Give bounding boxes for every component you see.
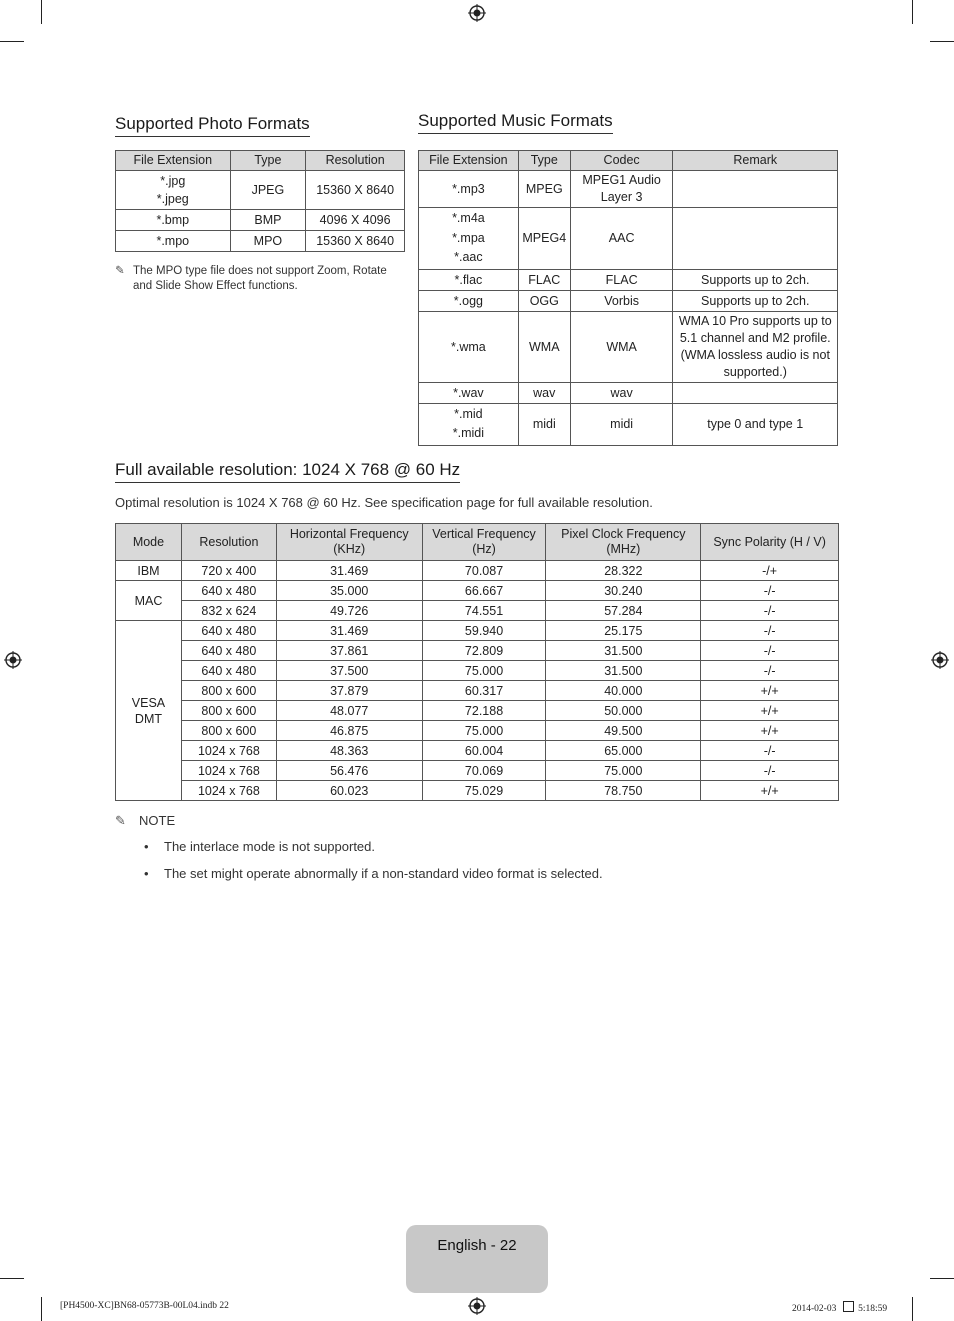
file-type: JPEG — [230, 171, 306, 210]
column-header: File Extension — [116, 151, 231, 171]
print-file-info: [PH4500-XC]BN68-05773B-00L04.indb 22 — [60, 1301, 229, 1311]
pclk-cell: 57.284 — [546, 601, 701, 621]
vfreq-cell: 74.551 — [422, 601, 546, 621]
hfreq-cell: 31.469 — [276, 621, 422, 641]
column-header: File Extension — [419, 151, 519, 171]
remark: Supports up to 2ch. — [673, 269, 838, 290]
resolution-title: Full available resolution: 1024 X 768 @ 60 Hz — [115, 460, 460, 483]
photo-formats-table — [115, 150, 405, 252]
sync-cell: -/- — [701, 661, 839, 681]
column-header: Vertical Frequency (Hz) — [422, 524, 546, 561]
list-item — [144, 839, 375, 854]
max-resolution: 4096 X 4096 — [306, 210, 405, 231]
pclk-cell: 50.000 — [546, 701, 701, 721]
pclk-cell: 30.240 — [546, 581, 701, 601]
resolution-cell: 800 x 600 — [181, 681, 276, 701]
resolution-cell: 640 x 480 — [181, 581, 276, 601]
table-row — [116, 761, 839, 781]
mode-cell: IBM — [116, 561, 182, 581]
file-type: WMA — [518, 311, 570, 382]
vfreq-cell: 70.087 — [422, 561, 546, 581]
max-resolution: 15360 X 8640 — [306, 231, 405, 252]
vfreq-cell: 75.029 — [422, 781, 546, 801]
remark: Supports up to 2ch. — [673, 290, 838, 311]
crop-mark — [912, 1297, 913, 1321]
sync-cell: +/+ — [701, 721, 839, 741]
pclk-cell: 49.500 — [546, 721, 701, 741]
resolution-cell: 800 x 600 — [181, 701, 276, 721]
pclk-cell: 78.750 — [546, 781, 701, 801]
column-header: Type — [518, 151, 570, 171]
mode-cell: VESA DMT — [116, 621, 182, 801]
sync-cell: +/+ — [701, 681, 839, 701]
table-row — [419, 382, 838, 403]
resolution-table — [115, 523, 839, 801]
file-extension: *.jpg — [160, 174, 186, 188]
resolution-intro: Optimal resolution is 1024 X 768 @ 60 Hz. See specification page for full available resolution. — [115, 495, 653, 510]
vfreq-cell: 60.004 — [422, 741, 546, 761]
hfreq-cell: 60.023 — [276, 781, 422, 801]
table-header-row — [419, 151, 838, 171]
file-extension: *.midi — [452, 426, 485, 440]
sync-cell: -/- — [701, 761, 839, 781]
crop-mark — [41, 1297, 42, 1321]
vfreq-cell: 75.000 — [422, 721, 546, 741]
table-row — [116, 171, 405, 210]
table-row — [116, 741, 839, 761]
photo-note-text: The MPO type file does not support Zoom, Rotate and Slide Show Effect functions. — [133, 265, 387, 292]
table-row — [419, 403, 838, 445]
page-number: English - 22 — [437, 1237, 517, 1254]
column-header: Codec — [570, 151, 673, 171]
photo-note — [115, 264, 415, 294]
max-resolution: 15360 X 8640 — [306, 171, 405, 210]
registration-mark-icon — [4, 651, 22, 669]
resolution-cell: 640 x 480 — [181, 661, 276, 681]
pclk-cell: 65.000 — [546, 741, 701, 761]
vfreq-cell: 72.809 — [422, 641, 546, 661]
print-date-info — [792, 1301, 887, 1314]
file-extension: *.mp3 — [419, 171, 519, 208]
page-number-tab — [406, 1225, 548, 1293]
table-row — [116, 561, 839, 581]
file-extension: *.mpo — [116, 231, 231, 252]
print-time: 5:18:59 — [858, 1304, 888, 1314]
codec: FLAC — [570, 269, 673, 290]
crop-mark — [0, 41, 24, 42]
column-header: Resolution — [181, 524, 276, 561]
registration-mark-icon — [468, 1297, 486, 1315]
codec: MPEG1 Audio — [582, 173, 661, 187]
codec: Vorbis — [570, 290, 673, 311]
vfreq-cell: 75.000 — [422, 661, 546, 681]
resolution-cell: 1024 x 768 — [181, 741, 276, 761]
vfreq-cell: 59.940 — [422, 621, 546, 641]
sync-cell: -/- — [701, 621, 839, 641]
pclk-cell: 28.322 — [546, 561, 701, 581]
table-header-row — [116, 524, 839, 561]
column-header: Mode — [116, 524, 182, 561]
registration-mark-icon — [468, 4, 486, 22]
crop-mark — [0, 1278, 24, 1279]
file-type: midi — [518, 403, 570, 445]
file-extension: *.mid — [454, 406, 483, 421]
file-type: FLAC — [518, 269, 570, 290]
remark: WMA 10 Pro supports up to — [678, 313, 832, 328]
remark: 5.1 channel and M2 profile. — [679, 330, 831, 345]
table-row — [116, 601, 839, 621]
resolution-cell: 1024 x 768 — [181, 761, 276, 781]
remark: supported.) — [723, 364, 787, 379]
file-type: OGG — [518, 290, 570, 311]
hfreq-cell: 49.726 — [276, 601, 422, 621]
column-header: Type — [230, 151, 306, 171]
resolution-cell: 1024 x 768 — [181, 781, 276, 801]
vfreq-cell: 72.188 — [422, 701, 546, 721]
table-row — [116, 581, 839, 601]
resolution-cell: 832 x 624 — [181, 601, 276, 621]
remark — [673, 171, 838, 208]
table-row — [116, 721, 839, 741]
codec: midi — [570, 403, 673, 445]
file-type: BMP — [230, 210, 306, 231]
file-extension: *.ogg — [419, 290, 519, 311]
codec: AAC — [570, 208, 673, 270]
table-row — [116, 641, 839, 661]
registration-mark-icon — [931, 651, 949, 669]
clock-icon — [843, 1301, 854, 1312]
table-row — [419, 208, 838, 270]
pencil-note-icon: ✎ — [115, 265, 125, 277]
vfreq-cell: 60.317 — [422, 681, 546, 701]
hfreq-cell: 46.875 — [276, 721, 422, 741]
pclk-cell: 31.500 — [546, 661, 701, 681]
pclk-cell: 25.175 — [546, 621, 701, 641]
hfreq-cell: 48.363 — [276, 741, 422, 761]
photo-formats-title: Supported Photo Formats — [115, 114, 310, 137]
list-item — [144, 866, 603, 881]
codec: Layer 3 — [600, 190, 643, 204]
pclk-cell: 40.000 — [546, 681, 701, 701]
table-row — [419, 290, 838, 311]
file-type: MPEG4 — [518, 208, 570, 270]
resolution-cell: 640 x 480 — [181, 641, 276, 661]
music-formats-title: Supported Music Formats — [418, 111, 613, 134]
note-heading — [115, 813, 175, 829]
crop-mark — [912, 0, 913, 24]
file-extension: *.jpeg — [156, 192, 189, 206]
table-header-row — [116, 151, 405, 171]
hfreq-cell: 56.476 — [276, 761, 422, 781]
table-row — [419, 171, 838, 208]
sync-cell: -/- — [701, 641, 839, 661]
sync-cell: -/- — [701, 601, 839, 621]
remark: type 0 and type 1 — [673, 403, 838, 445]
file-type: MPO — [230, 231, 306, 252]
hfreq-cell: 37.500 — [276, 661, 422, 681]
hfreq-cell: 35.000 — [276, 581, 422, 601]
resolution-cell: 720 x 400 — [181, 561, 276, 581]
table-row — [116, 701, 839, 721]
table-row — [116, 681, 839, 701]
column-header: Sync Polarity (H / V) — [701, 524, 839, 561]
file-extension: *.m4a — [452, 211, 485, 225]
bullet-icon: • — [144, 839, 149, 854]
crop-mark — [930, 41, 954, 42]
file-extension: *.aac — [454, 250, 483, 264]
remark: (WMA lossless audio is not — [680, 347, 830, 362]
note-label: NOTE — [139, 813, 176, 828]
column-header: Horizontal Frequency (KHz) — [276, 524, 422, 561]
resolution-cell: 800 x 600 — [181, 721, 276, 741]
table-row — [419, 269, 838, 290]
crop-mark — [41, 0, 42, 24]
codec: WMA — [570, 311, 673, 382]
column-header: Pixel Clock Frequency (MHz) — [546, 524, 701, 561]
resolution-cell: 640 x 480 — [181, 621, 276, 641]
music-formats-table — [418, 150, 838, 446]
remark — [673, 382, 838, 403]
hfreq-cell: 37.861 — [276, 641, 422, 661]
file-extension: *.bmp — [116, 210, 231, 231]
column-header: Remark — [673, 151, 838, 171]
print-date: 2014-02-03 — [792, 1304, 837, 1314]
remark — [673, 208, 838, 270]
vfreq-cell: 70.069 — [422, 761, 546, 781]
sync-cell: -/+ — [701, 561, 839, 581]
sync-cell: +/+ — [701, 781, 839, 801]
sync-cell: -/- — [701, 581, 839, 601]
table-row — [116, 781, 839, 801]
sync-cell: -/- — [701, 741, 839, 761]
table-row — [116, 210, 405, 231]
table-row — [116, 661, 839, 681]
file-extension: *.wma — [419, 311, 519, 382]
hfreq-cell: 37.879 — [276, 681, 422, 701]
column-header: Resolution — [306, 151, 405, 171]
file-extension: *.mpa — [452, 230, 485, 245]
crop-mark — [930, 1278, 954, 1279]
pencil-note-icon: ✎ — [115, 813, 126, 828]
vfreq-cell: 66.667 — [422, 581, 546, 601]
file-extension: *.flac — [419, 269, 519, 290]
hfreq-cell: 48.077 — [276, 701, 422, 721]
table-row — [419, 311, 838, 382]
note-bullet-text: The interlace mode is not supported. — [164, 839, 376, 854]
table-row — [116, 621, 839, 641]
note-bullet-text: The set might operate abnormally if a non-standard video format is selected. — [164, 866, 603, 881]
mode-cell: MAC — [116, 581, 182, 621]
sync-cell: +/+ — [701, 701, 839, 721]
hfreq-cell: 31.469 — [276, 561, 422, 581]
pclk-cell: 31.500 — [546, 641, 701, 661]
codec: wav — [570, 382, 673, 403]
file-type: wav — [518, 382, 570, 403]
file-type: MPEG — [518, 171, 570, 208]
file-extension: *.wav — [419, 382, 519, 403]
pclk-cell: 75.000 — [546, 761, 701, 781]
bullet-icon: • — [144, 866, 149, 881]
table-row — [116, 231, 405, 252]
